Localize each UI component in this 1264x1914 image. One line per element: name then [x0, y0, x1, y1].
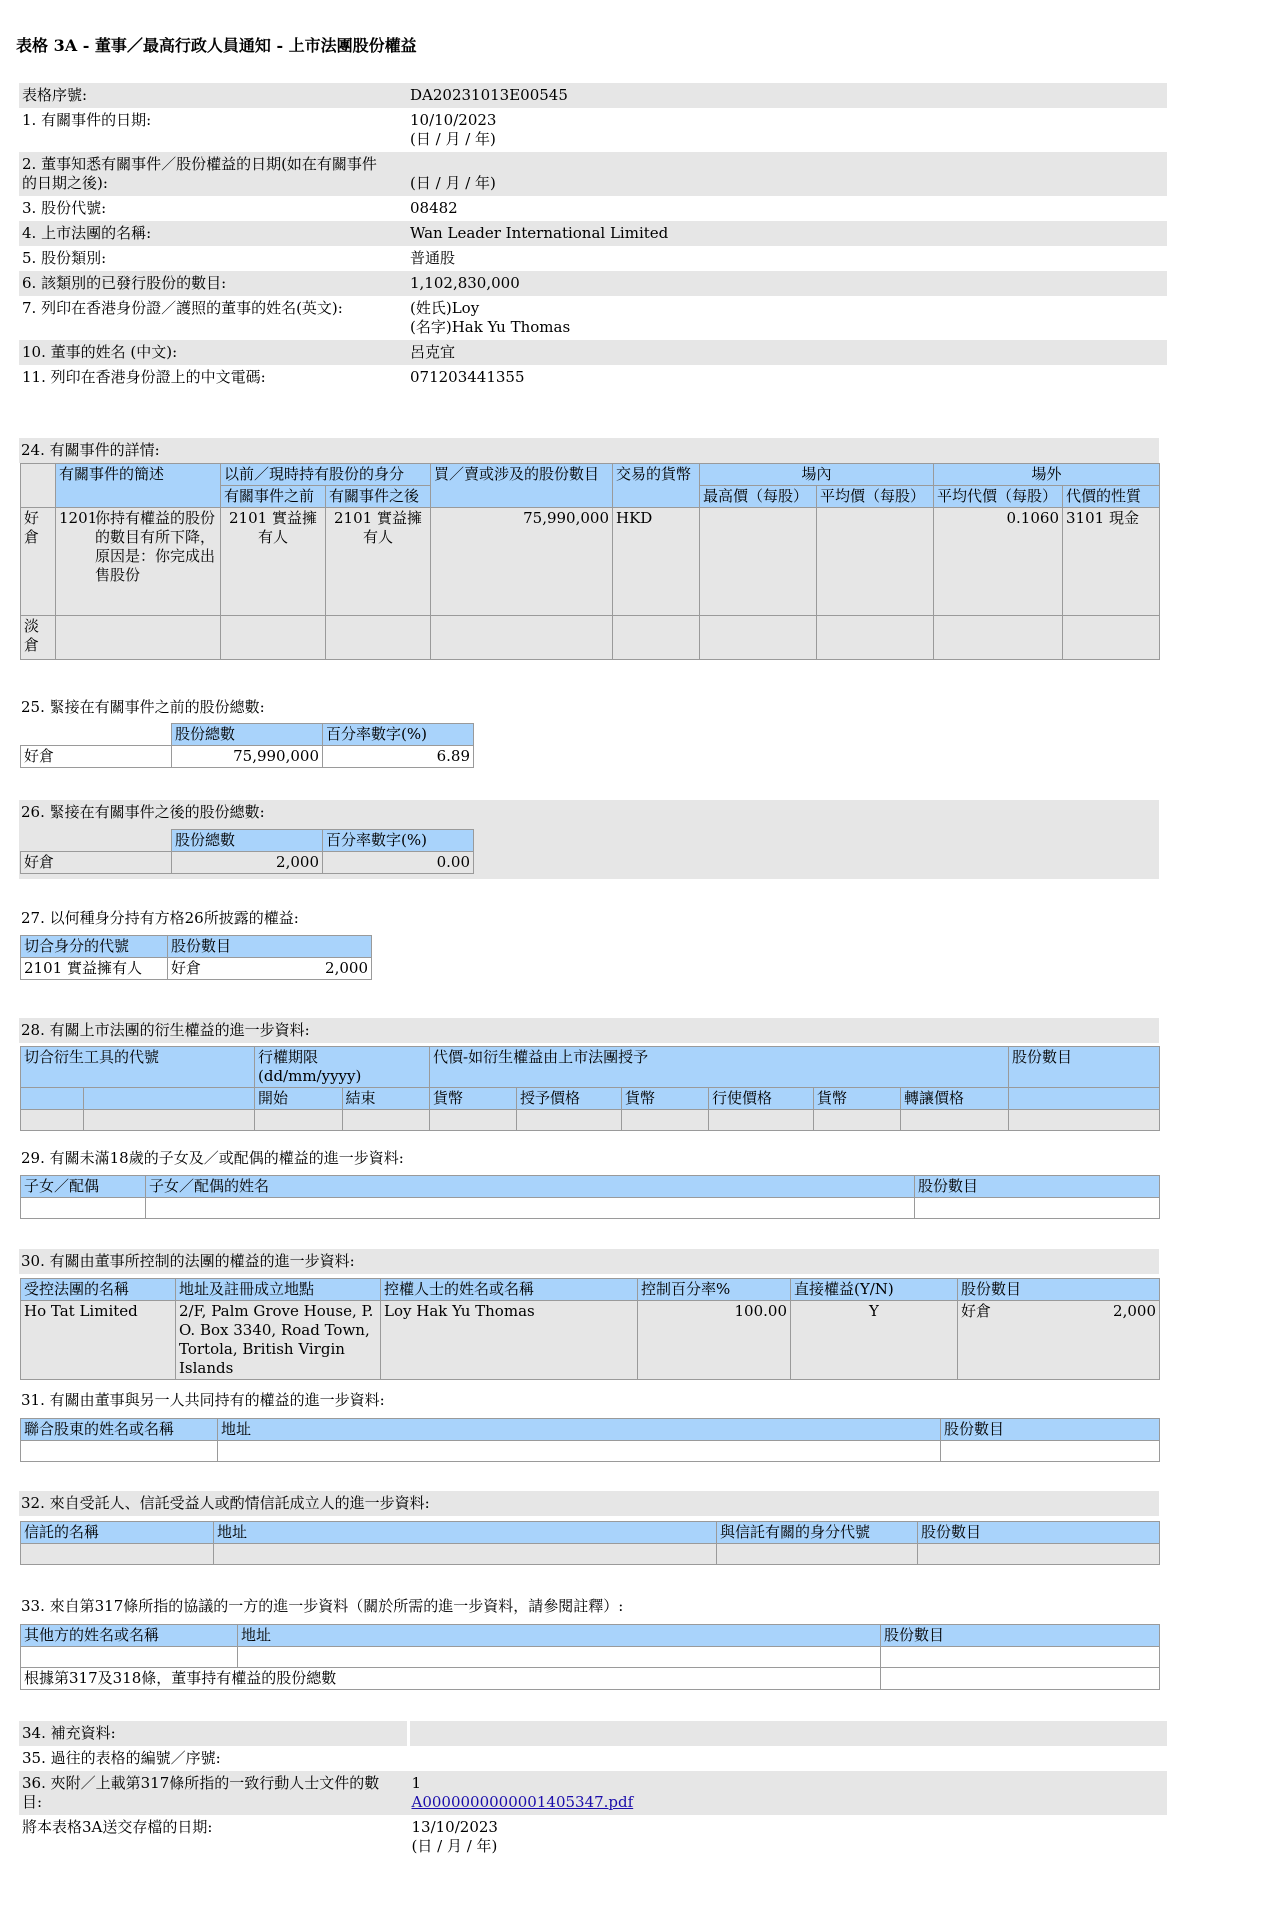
- header-currency: 貨幣: [622, 1088, 709, 1110]
- header-number-of-shares: 股份數目: [168, 936, 372, 958]
- header-direct-interest: 直接權益(Y/N): [791, 1279, 958, 1301]
- section-31-title: 31. 有關由董事與另一人共同持有的權益的進一步資料:: [21, 1391, 385, 1409]
- percentage: 6.89: [323, 746, 474, 768]
- header-child-spouse-name: 子女／配偶的姓名: [146, 1176, 915, 1198]
- info-value: 1,102,830,000: [410, 274, 520, 292]
- direct-interest: Y: [791, 1301, 958, 1380]
- total-shares: 75,990,000: [172, 746, 323, 768]
- position-label: 好倉: [168, 958, 255, 980]
- header-transfer-price: 轉讓價格: [901, 1088, 1009, 1110]
- short-position-label: 淡 倉: [21, 616, 56, 660]
- info-label: 表格序號:: [22, 86, 88, 104]
- info-row-event-date: [19, 108, 1167, 152]
- header-percentage: 百分率數字(%): [323, 724, 474, 746]
- total-shares: 2,000: [172, 852, 323, 874]
- joint-interests-table: [20, 1418, 1160, 1462]
- section-32-title: 32. 來自受託人、信託受益人或酌情信託成立人的進一步資料:: [19, 1491, 1159, 1516]
- header-after: 有關事件之後: [326, 486, 431, 508]
- footer-value: 13/10/2023 (日 / 月 / 年): [411, 1818, 498, 1855]
- footer-label: 35. 過往的表格的編號／序號:: [22, 1749, 221, 1767]
- footer-label: 將本表格3A送交存檔的日期:: [22, 1818, 213, 1836]
- info-row-form-number: [19, 83, 1167, 108]
- header-grant-price: 授予價格: [517, 1088, 622, 1110]
- attachment-count: 1: [411, 1774, 422, 1792]
- capacity-after: 2101 實益擁 有人: [326, 508, 431, 616]
- event-description-cell: [56, 508, 221, 616]
- footer-label: 34. 補充資料:: [19, 1721, 409, 1746]
- info-row-stock-code: [19, 196, 1167, 221]
- header-nature: 代價的性質: [1063, 486, 1160, 508]
- percentage: 0.00: [323, 852, 474, 874]
- info-row-corporation-name: [19, 221, 1167, 246]
- header-exercise-price: 行使價格: [709, 1088, 814, 1110]
- footer-row-previous-form: [19, 1746, 1167, 1771]
- info-value: DA20231013E00545: [410, 86, 568, 104]
- info-label: 6. 該類別的已發行股份的數目:: [22, 274, 227, 292]
- header-corporation-name: 受控法團的名稱: [21, 1279, 176, 1301]
- info-row-share-class: [19, 246, 1167, 271]
- short-position-row: [21, 616, 1160, 660]
- header-trust-name: 信託的名稱: [21, 1522, 214, 1544]
- header-exercise-period: 行權期限 (dd/mm/yyyy): [255, 1047, 430, 1088]
- header-derivative-code: 切合衍生工具的代號: [21, 1047, 255, 1088]
- info-value: 071203441355: [410, 368, 525, 386]
- shares-before-table: [20, 723, 474, 768]
- info-row-chinese-name: [19, 340, 1167, 365]
- info-value: Wan Leader International Limited: [410, 224, 669, 242]
- header-address: 地址: [218, 1419, 941, 1441]
- header-before: 有關事件之前: [221, 486, 326, 508]
- footer-row-attachments: [19, 1771, 1167, 1815]
- header-shares: 買／賣或涉及的股份數目: [431, 464, 613, 508]
- section-29-title: 29. 有關未滿18歲的子女及／或配偶的權益的進一步資料:: [21, 1149, 404, 1167]
- capacity-code: 2101 實益擁有人: [21, 958, 168, 980]
- header-total-shares: 股份總數: [172, 830, 323, 852]
- page-title: 表格 3A - 董事／最高行政人員通知 - 上市法團股份權益: [16, 36, 417, 55]
- info-value: (日 / 月 / 年): [410, 174, 496, 192]
- info-label: 2. 董事知悉有關事件／股份權益的日期(如在有關事件 的日期之後):: [22, 155, 377, 192]
- footer-row-filing-date: [19, 1815, 1167, 1859]
- shares-after-table: [20, 829, 474, 874]
- header-capacity-code: 切合身分的代號: [21, 936, 168, 958]
- info-row-aware-date: [19, 152, 1167, 196]
- corporation-name: Ho Tat Limited: [21, 1301, 176, 1380]
- info-value: 呂克宜: [410, 343, 456, 361]
- section-25-title: 25. 緊接在有關事件之前的股份總數:: [21, 698, 265, 716]
- number-of-shares: 2,000: [1043, 1301, 1159, 1380]
- info-label: 11. 列印在香港身份證上的中文電碼:: [22, 368, 266, 386]
- info-label: 4. 上市法團的名稱:: [22, 224, 152, 242]
- controlled-corporation-table: [20, 1278, 1160, 1380]
- section-24-title: 24. 有關事件的詳情:: [19, 438, 1159, 463]
- footer-value: [409, 1721, 1168, 1746]
- header-start: 開始: [255, 1088, 343, 1110]
- info-label: 1. 有關事件的日期:: [22, 111, 152, 129]
- header-off-exchange: 場外: [934, 464, 1160, 486]
- controlling-person: Loy Hak Yu Thomas: [381, 1301, 638, 1380]
- family-interests-table: [20, 1175, 1160, 1219]
- info-value: 10/10/2023 (日 / 月 / 年): [410, 111, 497, 148]
- header-number-of-shares: 股份數目: [1009, 1047, 1160, 1088]
- average-consideration: 0.1060: [934, 508, 1063, 616]
- control-percentage: 100.00: [638, 1301, 791, 1380]
- header-currency: 交易的貨幣: [613, 464, 700, 508]
- header-total-shares: 股份總數: [172, 724, 323, 746]
- event-code: 1201: [59, 509, 98, 527]
- info-label: 3. 股份代號:: [22, 199, 107, 217]
- info-row-english-name: [19, 296, 1167, 340]
- number-of-shares: 2,000: [254, 958, 371, 980]
- footer-label: 36. 夾附／上載第317條所指的一致行動人士文件的數 目:: [22, 1774, 380, 1811]
- position-label: 好倉: [21, 852, 172, 874]
- attachment-link[interactable]: A0000000000001405347.pdf: [411, 1793, 634, 1811]
- info-label: 5. 股份類別:: [22, 249, 107, 267]
- shares-involved: 75,990,000: [431, 508, 613, 616]
- section-30-title: 30. 有關由董事所控制的法團的權益的進一步資料:: [19, 1249, 1159, 1274]
- header-average-price: 平均價（每股）: [817, 486, 934, 508]
- header-control-percentage: 控制百分率%: [638, 1279, 791, 1301]
- capacity-before: 2101 實益擁 有人: [221, 508, 326, 616]
- section-26-title: 26. 緊接在有關事件之後的股份總數:: [19, 800, 1159, 825]
- long-position-label: 好 倉: [21, 508, 56, 616]
- highest-price: [700, 508, 817, 616]
- header-number-of-shares: 股份數目: [881, 1625, 1160, 1647]
- nature-of-consideration: 3101 現金: [1063, 508, 1160, 616]
- info-label: 7. 列印在香港身份證／護照的董事的姓名(英文):: [22, 299, 343, 317]
- event-details-table: [20, 463, 1160, 660]
- footer-row-supplementary: [19, 1721, 1167, 1746]
- header-highest-price: 最高價（每股）: [700, 486, 817, 508]
- info-row-chinese-code: [19, 365, 1167, 390]
- capacity-table: [20, 935, 372, 980]
- info-table: [19, 83, 1167, 390]
- event-description: 你持有權益的股份的數目有所下降，原因是：你完成出售股份: [95, 509, 216, 584]
- header-other-party-name: 其他方的姓名或名稱: [21, 1625, 238, 1647]
- header-address: 地址: [238, 1625, 881, 1647]
- position-label: 好倉: [21, 746, 172, 768]
- agreement-table: [20, 1624, 1160, 1690]
- header-address: 地址及註冊成立地點: [176, 1279, 381, 1301]
- section-28-title: 28. 有關上市法團的衍生權益的進一步資料:: [19, 1018, 1159, 1043]
- header-number-of-shares: 股份數目: [941, 1419, 1160, 1441]
- header-percentage: 百分率數字(%): [323, 830, 474, 852]
- average-price: [817, 508, 934, 616]
- position-label: 好倉: [958, 1301, 1044, 1380]
- info-value: (姓氏)Loy (名字)Hak Yu Thomas: [410, 299, 571, 336]
- info-row-issued-shares: [19, 271, 1167, 296]
- header-joint-holder-name: 聯合股東的姓名或名稱: [21, 1419, 218, 1441]
- header-number-of-shares: 股份數目: [915, 1176, 1160, 1198]
- trust-table: [20, 1521, 1160, 1565]
- header-currency: 貨幣: [430, 1088, 517, 1110]
- header-number-of-shares: 股份數目: [918, 1522, 1160, 1544]
- header-average-consideration: 平均代價（每股）: [934, 486, 1063, 508]
- header-capacity: 以前／現時持有股份的身分: [221, 464, 431, 486]
- footer-value: [409, 1746, 1168, 1771]
- header-capacity-code: 與信託有關的身分代號: [717, 1522, 918, 1544]
- section-33-title: 33. 來自第317條所指的協議的一方的進一步資料（關於所需的進一步資料，請參閱註釋）:: [21, 1597, 624, 1615]
- header-description: 有關事件的簡述: [56, 464, 221, 508]
- corporation-address: 2/F, Palm Grove House, P. O. Box 3340, Road Town, Tortola, British Virgin Islands: [176, 1301, 381, 1380]
- section-27-title: 27. 以何種身分持有方格26所披露的權益:: [21, 909, 299, 927]
- header-child-spouse: 子女／配偶: [21, 1176, 146, 1198]
- header-controlling-person: 控權人士的姓名或名稱: [381, 1279, 638, 1301]
- header-number-of-shares: 股份數目: [958, 1279, 1160, 1301]
- long-position-row: [21, 508, 1160, 616]
- info-value: 08482: [410, 199, 458, 217]
- header-on-exchange: 場內: [700, 464, 934, 486]
- header-end: 結束: [342, 1088, 430, 1110]
- total-shares-label: 根據第317及318條，董事持有權益的股份總數: [21, 1668, 881, 1690]
- info-value: 普通股: [410, 249, 456, 267]
- header-consideration: 代價-如衍生權益由上市法團授予: [430, 1047, 1009, 1088]
- derivatives-table: [20, 1046, 1160, 1131]
- footer-table: [19, 1721, 1167, 1859]
- transaction-currency: HKD: [613, 508, 700, 616]
- header-currency: 貨幣: [814, 1088, 901, 1110]
- header-address: 地址: [214, 1522, 717, 1544]
- info-label: 10. 董事的姓名 (中文):: [22, 343, 178, 361]
